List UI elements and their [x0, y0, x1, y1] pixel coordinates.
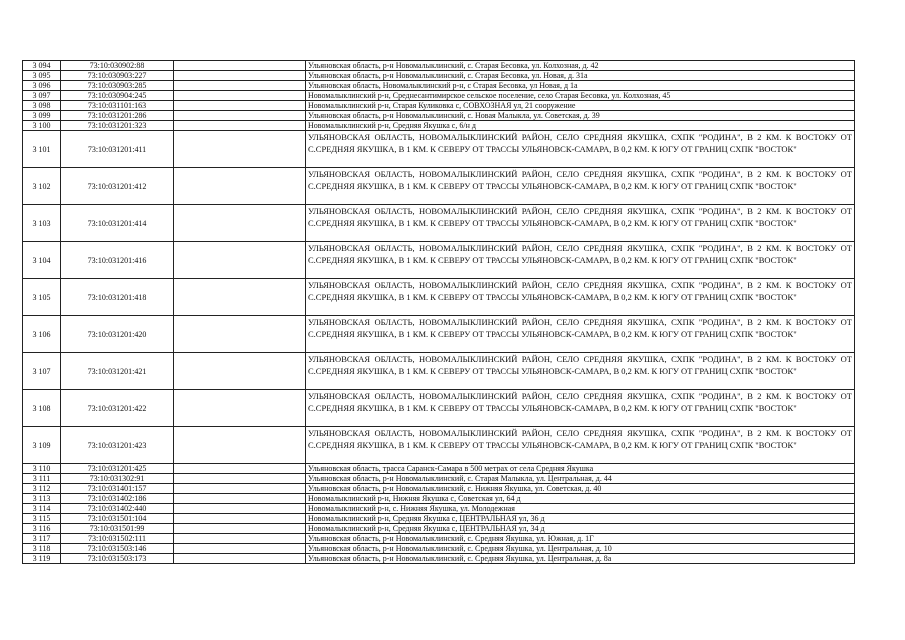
register-table	[22, 60, 855, 564]
address-cell: УЛЬЯНОВСКАЯ ОБЛАСТЬ, НОВОМАЛЫКЛИНСКИЙ РАЙОН, СЕЛО СРЕДНЯЯ ЯКУШКА, СХПК "РОДИНА", В 2 КМ. К ВОСТОКУ ОТ С.СРЕДНЯЯ ЯКУШКА, В 1 КМ. К СЕВЕРУ ОТ ТРАССЫ УЛЬЯНОВСК-САМАРА, В 0,2 КМ. К ЮГУ ОТ ГРАНИЦ СХПК "ВОСТОК"	[306, 279, 855, 316]
empty-cell	[174, 71, 306, 81]
row-number-cell: 3 098	[23, 101, 61, 111]
empty-cell	[174, 61, 306, 71]
address-cell: Ульяновская область, р-н Новомалыклинский, с. Средняя Якушка, ул. Южная, д. 1Г	[306, 534, 855, 544]
cadastral-number-cell: 73:10:031201:423	[61, 427, 174, 464]
row-number-cell: 3 104	[23, 242, 61, 279]
empty-cell	[174, 279, 306, 316]
empty-cell	[174, 514, 306, 524]
table-row	[23, 279, 855, 316]
empty-cell	[174, 524, 306, 534]
table-row	[23, 81, 855, 91]
row-number-cell: 3 118	[23, 544, 61, 554]
address-cell: Ульяновская область, трасса Саранск-Самара в 500 метрах от села Средняя Якушка	[306, 464, 855, 474]
address-cell: Ульяновская область, р-н Новомалыклинский, с. Старая Бесовка, ул. Новая, д. 31а	[306, 71, 855, 81]
empty-cell	[174, 544, 306, 554]
table-row	[23, 353, 855, 390]
empty-cell	[174, 390, 306, 427]
cadastral-number-cell: 73:10:031501:99	[61, 524, 174, 534]
empty-cell	[174, 554, 306, 564]
row-number-cell: 3 095	[23, 71, 61, 81]
empty-cell	[174, 494, 306, 504]
empty-cell	[174, 316, 306, 353]
empty-cell	[174, 474, 306, 484]
table-row	[23, 91, 855, 101]
table-row	[23, 61, 855, 71]
row-number-cell: 3 108	[23, 390, 61, 427]
empty-cell	[174, 484, 306, 494]
table-row	[23, 111, 855, 121]
row-number-cell: 3 110	[23, 464, 61, 474]
table-row	[23, 534, 855, 544]
address-cell: УЛЬЯНОВСКАЯ ОБЛАСТЬ, НОВОМАЛЫКЛИНСКИЙ РАЙОН, СЕЛО СРЕДНЯЯ ЯКУШКА, СХПК "РОДИНА", В 2 КМ. К ВОСТОКУ ОТ С.СРЕДНЯЯ ЯКУШКА, В 1 КМ. К СЕВЕРУ ОТ ТРАССЫ УЛЬЯНОВСК-САМАРА, В 0,2 КМ. К ЮГУ ОТ ГРАНИЦ СХПК "ВОСТОК"	[306, 242, 855, 279]
empty-cell	[174, 131, 306, 168]
empty-cell	[174, 205, 306, 242]
address-cell: Новомалыклинский р-н, Нижняя Якушка с, Советская ул, 64 д	[306, 494, 855, 504]
row-number-cell: 3 107	[23, 353, 61, 390]
row-number-cell: 3 099	[23, 111, 61, 121]
row-number-cell: 3 096	[23, 81, 61, 91]
cadastral-number-cell: 73:10:030904:245	[61, 91, 174, 101]
address-cell: УЛЬЯНОВСКАЯ ОБЛАСТЬ, НОВОМАЛЫКЛИНСКИЙ РАЙОН, СЕЛО СРЕДНЯЯ ЯКУШКА, СХПК "РОДИНА", В 2 КМ. К ВОСТОКУ ОТ С.СРЕДНЯЯ ЯКУШКА, В 1 КМ. К СЕВЕРУ ОТ ТРАССЫ УЛЬЯНОВСК-САМАРА, В 0,2 КМ. К ЮГУ ОТ ГРАНИЦ СХПК "ВОСТОК"	[306, 131, 855, 168]
cadastral-number-cell: 73:10:031201:425	[61, 464, 174, 474]
address-cell: УЛЬЯНОВСКАЯ ОБЛАСТЬ, НОВОМАЛЫКЛИНСКИЙ РАЙОН, СЕЛО СРЕДНЯЯ ЯКУШКА, СХПК "РОДИНА", В 2 КМ. К ВОСТОКУ ОТ С.СРЕДНЯЯ ЯКУШКА, В 1 КМ. К СЕВЕРУ ОТ ТРАССЫ УЛЬЯНОВСК-САМАРА, В 0,2 КМ. К ЮГУ ОТ ГРАНИЦ СХПК "ВОСТОК"	[306, 316, 855, 353]
address-cell: Новомалыклинский р-н, Старая Куликовка с, СОВХОЗНАЯ ул, 21 сооружение	[306, 101, 855, 111]
empty-cell	[174, 101, 306, 111]
row-number-cell: 3 102	[23, 168, 61, 205]
empty-cell	[174, 427, 306, 464]
row-number-cell: 3 117	[23, 534, 61, 544]
address-cell: УЛЬЯНОВСКАЯ ОБЛАСТЬ, НОВОМАЛЫКЛИНСКИЙ РАЙОН, СЕЛО СРЕДНЯЯ ЯКУШКА, СХПК "РОДИНА", В 2 КМ. К ВОСТОКУ ОТ С.СРЕДНЯЯ ЯКУШКА, В 1 КМ. К СЕВЕРУ ОТ ТРАССЫ УЛЬЯНОВСК-САМАРА, В 0,2 КМ. К ЮГУ ОТ ГРАНИЦ СХПК "ВОСТОК"	[306, 168, 855, 205]
address-cell: УЛЬЯНОВСКАЯ ОБЛАСТЬ, НОВОМАЛЫКЛИНСКИЙ РАЙОН, СЕЛО СРЕДНЯЯ ЯКУШКА, СХПК "РОДИНА", В 2 КМ. К ВОСТОКУ ОТ С.СРЕДНЯЯ ЯКУШКА, В 1 КМ. К СЕВЕРУ ОТ ТРАССЫ УЛЬЯНОВСК-САМАРА, В 0,2 КМ. К ЮГУ ОТ ГРАНИЦ СХПК "ВОСТОК"	[306, 353, 855, 390]
cadastral-number-cell: 73:10:031201:421	[61, 353, 174, 390]
table-row	[23, 504, 855, 514]
empty-cell	[174, 121, 306, 131]
cadastral-number-cell: 73:10:031201:286	[61, 111, 174, 121]
row-number-cell: 3 114	[23, 504, 61, 514]
table-row	[23, 390, 855, 427]
cadastral-number-cell: 73:10:030903:227	[61, 71, 174, 81]
row-number-cell: 3 106	[23, 316, 61, 353]
empty-cell	[174, 534, 306, 544]
cadastral-number-cell: 73:10:031503:146	[61, 544, 174, 554]
cadastral-number-cell: 73:10:031402:440	[61, 504, 174, 514]
row-number-cell: 3 105	[23, 279, 61, 316]
property-register-sheet	[22, 60, 854, 564]
address-cell: Новомалыклинский р-н, Средняя Якушка с, 6/н д	[306, 121, 855, 131]
row-number-cell: 3 103	[23, 205, 61, 242]
address-cell: УЛЬЯНОВСКАЯ ОБЛАСТЬ, НОВОМАЛЫКЛИНСКИЙ РАЙОН, СЕЛО СРЕДНЯЯ ЯКУШКА, СХПК "РОДИНА", В 2 КМ. К ВОСТОКУ ОТ С.СРЕДНЯЯ ЯКУШКА, В 1 КМ. К СЕВЕРУ ОТ ТРАССЫ УЛЬЯНОВСК-САМАРА, В 0,2 КМ. К ЮГУ ОТ ГРАНИЦ СХПК "ВОСТОК"	[306, 390, 855, 427]
table-row	[23, 554, 855, 564]
table-row	[23, 205, 855, 242]
table-row	[23, 131, 855, 168]
row-number-cell: 3 115	[23, 514, 61, 524]
cadastral-number-cell: 73:10:031201:323	[61, 121, 174, 131]
empty-cell	[174, 242, 306, 279]
cadastral-number-cell: 73:10:031101:163	[61, 101, 174, 111]
table-row	[23, 494, 855, 504]
address-cell: Новомалыклинский р-н, Средняя Якушка с, ЦЕНТРАЛЬНАЯ ул, 34 д	[306, 524, 855, 534]
empty-cell	[174, 81, 306, 91]
table-row	[23, 242, 855, 279]
row-number-cell: 3 112	[23, 484, 61, 494]
table-row	[23, 121, 855, 131]
empty-cell	[174, 464, 306, 474]
table-row	[23, 71, 855, 81]
cadastral-number-cell: 73:10:031501:104	[61, 514, 174, 524]
address-cell: Ульяновская область, р-н Новомалыклинский, с. Старая Бесовка, ул. Колхозная, д. 42	[306, 61, 855, 71]
cadastral-number-cell: 73:10:030902:88	[61, 61, 174, 71]
table-row	[23, 168, 855, 205]
address-cell: Ульяновская область, Новомалыклинский р-н, с Старая Бесовка, ул Новая, д 1а	[306, 81, 855, 91]
address-cell: УЛЬЯНОВСКАЯ ОБЛАСТЬ, НОВОМАЛЫКЛИНСКИЙ РАЙОН, СЕЛО СРЕДНЯЯ ЯКУШКА, СХПК "РОДИНА", В 2 КМ. К ВОСТОКУ ОТ С.СРЕДНЯЯ ЯКУШКА, В 1 КМ. К СЕВЕРУ ОТ ТРАССЫ УЛЬЯНОВСК-САМАРА, В 0,2 КМ. К ЮГУ ОТ ГРАНИЦ СХПК "ВОСТОК"	[306, 205, 855, 242]
register-table-body	[23, 61, 855, 564]
row-number-cell: 3 111	[23, 474, 61, 484]
table-row	[23, 464, 855, 474]
row-number-cell: 3 119	[23, 554, 61, 564]
row-number-cell: 3 116	[23, 524, 61, 534]
address-cell: Ульяновская область, р-н Новомалыклинский, с. Нижняя Якушка, ул. Советская, д. 40	[306, 484, 855, 494]
address-cell: Новомалыклинский р-н, Среднесантимирское сельское поселение, село Старая Бесовка, ул. Колхозная, 45	[306, 91, 855, 101]
address-cell: Ульяновская область, р-н Новомалыклинский, с. Старая Малыкла, ул. Центральная, д. 44	[306, 474, 855, 484]
cadastral-number-cell: 73:10:031402:186	[61, 494, 174, 504]
cadastral-number-cell: 73:10:031201:416	[61, 242, 174, 279]
row-number-cell: 3 113	[23, 494, 61, 504]
cadastral-number-cell: 73:10:031201:422	[61, 390, 174, 427]
cadastral-number-cell: 73:10:031201:412	[61, 168, 174, 205]
table-row	[23, 427, 855, 464]
cadastral-number-cell: 73:10:030903:285	[61, 81, 174, 91]
cadastral-number-cell: 73:10:031503:173	[61, 554, 174, 564]
cadastral-number-cell: 73:10:031201:411	[61, 131, 174, 168]
empty-cell	[174, 111, 306, 121]
row-number-cell: 3 101	[23, 131, 61, 168]
empty-cell	[174, 353, 306, 390]
cadastral-number-cell: 73:10:031201:418	[61, 279, 174, 316]
cadastral-number-cell: 73:10:031201:414	[61, 205, 174, 242]
address-cell: Ульяновская область, р-н Новомалыклинский, с. Новая Малыкла, ул. Советская, д. 39	[306, 111, 855, 121]
table-row	[23, 316, 855, 353]
row-number-cell: 3 097	[23, 91, 61, 101]
table-row	[23, 484, 855, 494]
cadastral-number-cell: 73:10:031502:111	[61, 534, 174, 544]
table-row	[23, 474, 855, 484]
cadastral-number-cell: 73:10:031302:91	[61, 474, 174, 484]
cadastral-number-cell: 73:10:031201:420	[61, 316, 174, 353]
address-cell: УЛЬЯНОВСКАЯ ОБЛАСТЬ, НОВОМАЛЫКЛИНСКИЙ РАЙОН, СЕЛО СРЕДНЯЯ ЯКУШКА, СХПК "РОДИНА", В 2 КМ. К ВОСТОКУ ОТ С.СРЕДНЯЯ ЯКУШКА, В 1 КМ. К СЕВЕРУ ОТ ТРАССЫ УЛЬЯНОВСК-САМАРА, В 0,2 КМ. К ЮГУ ОТ ГРАНИЦ СХПК "ВОСТОК"	[306, 427, 855, 464]
row-number-cell: 3 100	[23, 121, 61, 131]
row-number-cell: 3 094	[23, 61, 61, 71]
table-row	[23, 101, 855, 111]
cadastral-number-cell: 73:10:031401:157	[61, 484, 174, 494]
table-row	[23, 514, 855, 524]
address-cell: Новомалыклинский р-н, Средняя Якушка с, ЦЕНТРАЛЬНАЯ ул, 36 д	[306, 514, 855, 524]
empty-cell	[174, 91, 306, 101]
table-row	[23, 524, 855, 534]
address-cell: Ульяновская область, р-н Новомалыклинский, с. Средняя Якушка, ул. Центральная, д. 8а	[306, 554, 855, 564]
empty-cell	[174, 504, 306, 514]
address-cell: Новомалыклинский р-н, с. Нижняя Якушка, ул. Молодежная	[306, 504, 855, 514]
table-row	[23, 544, 855, 554]
address-cell: Ульяновская область, р-н Новомалыклинский, с. Средняя Якушка, ул. Центральная, д. 10	[306, 544, 855, 554]
empty-cell	[174, 168, 306, 205]
row-number-cell: 3 109	[23, 427, 61, 464]
